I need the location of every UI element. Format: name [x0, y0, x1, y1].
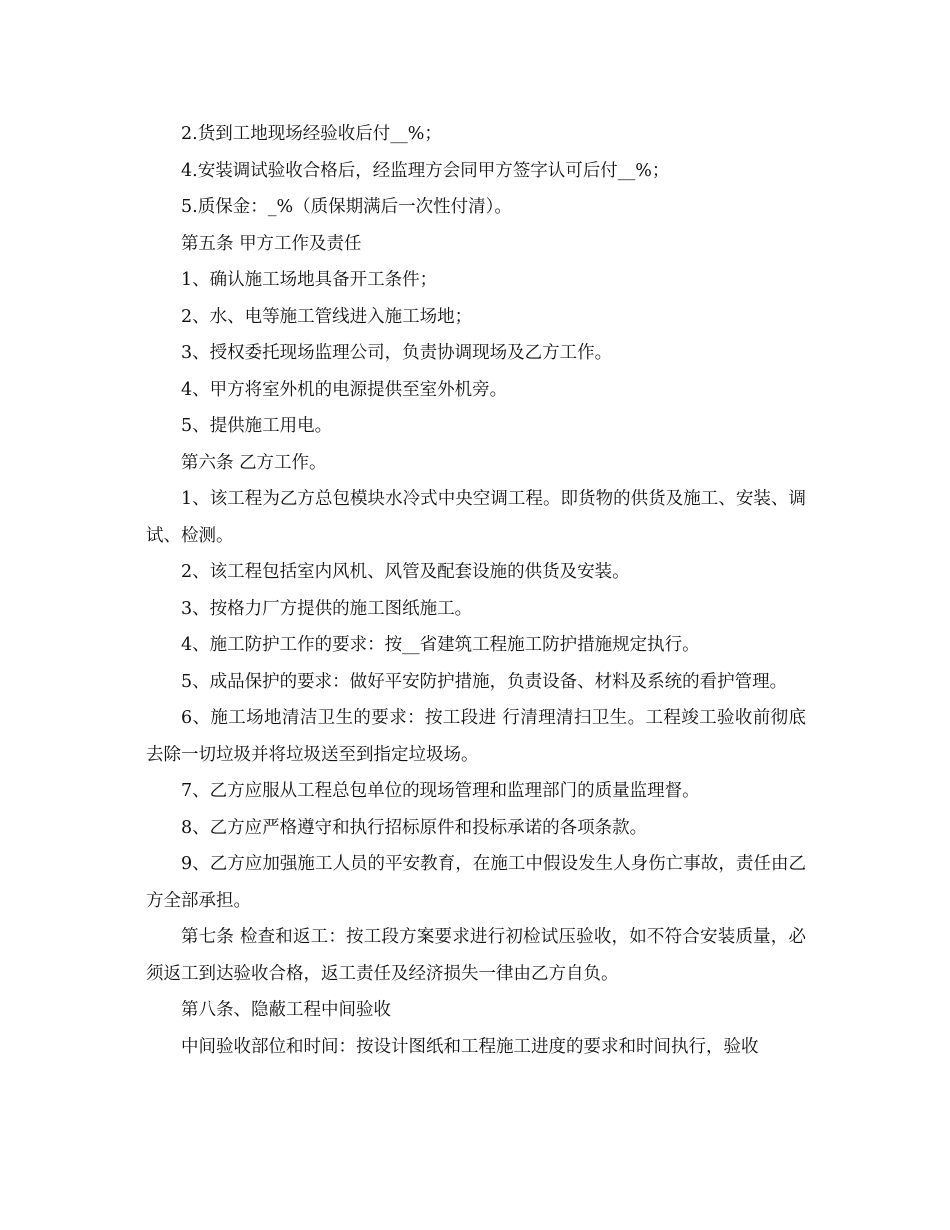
article-6-item-7: 7、乙方应服从工程总包单位的现场管理和监理部门的质量监理督。 — [181, 781, 700, 801]
paragraph-warranty-deposit: 5.质保金：_%（质保期满后一次性付清）。 — [181, 197, 512, 217]
article-6-item-3: 3、按格力厂方提供的施工图纸施工。 — [181, 598, 473, 619]
article-6-item-8: 8、乙方应严格遵守和执行招标原件和投标承诺的各项条款。 — [181, 817, 648, 838]
article-6-heading: 第六条 乙方工作。 — [181, 452, 327, 473]
article-8-heading: 第八条、隐蔽工程中间验收 — [181, 1000, 391, 1020]
article-5-heading: 第五条 甲方工作及责任 — [181, 233, 362, 254]
article-6-item-5: 5、成品保护的要求：做好平安防护措施，负责设备、材料及系统的看护管理。 — [181, 671, 788, 692]
article-6-item-1: 1、该工程为乙方总包模块水冷式中央空调工程。即货物的供货及施工、安装、调试、检测。 — [146, 489, 806, 546]
article-5-item-4: 4、甲方将室外机的电源提供至室外机旁。 — [181, 379, 508, 400]
article-8-intermediate-acceptance: 中间验收部位和时间：按设计图纸和工程施工进度的要求和时间执行，验收 — [181, 1036, 759, 1057]
article-5-item-2: 2、水、电等施工管线进入施工场地； — [181, 306, 473, 327]
paragraph-payment-after-installation: 4.安装调试验收合格后，经监理方会同甲方签字认可后付__%； — [181, 160, 670, 181]
article-5-item-3: 3、授权委托现场监理公司，负责协调现场及乙方工作。 — [181, 343, 613, 363]
article-6-item-9: 9、乙方应加强施工人员的平安教育，在施工中假设发生人身伤亡事故，责任由乙方全部承担。 — [146, 854, 806, 911]
article-6-item-6: 6、施工场地清洁卫生的要求：按工段进 行清理清扫卫生。工程竣工验收前彻底去除一切垃圾并将垃圾送至到指定垃圾场。 — [146, 708, 806, 765]
paragraph-payment-on-delivery: 2.货到工地现场经验收后付__%； — [181, 124, 442, 144]
article-5-item-1: 1、确认施工场地具备开工条件； — [181, 270, 438, 290]
article-6-item-4: 4、施工防护工作的要求：按__省建筑工程施工防护措施规定执行。 — [181, 635, 700, 655]
document-body — [146, 116, 806, 1065]
article-6-item-2: 2、该工程包括室内风机、风管及配套设施的供货及安装。 — [181, 562, 630, 582]
article-7-inspection-rework: 第七条 检查和返工：按工段方案要求进行初检试压验收，如不符合安装质量，必须返工到达验收合格，返工责任及经济损失一律由乙方自负。 — [146, 927, 806, 984]
article-5-item-5: 5、提供施工用电。 — [181, 416, 333, 436]
